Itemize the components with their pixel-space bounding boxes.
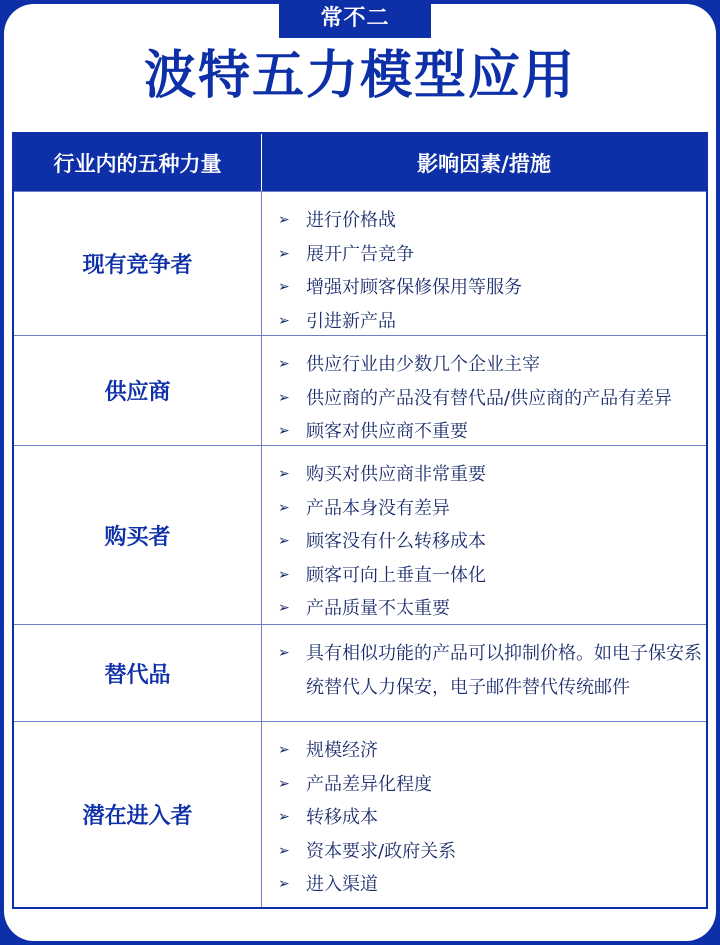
- list-item: ➢ 产品差异化程度: [276, 768, 706, 802]
- factor-list: [262, 722, 706, 907]
- arrow-right-icon: ➢: [278, 533, 290, 550]
- table-row: [14, 335, 706, 445]
- list-item: ➢ 引进新产品: [276, 305, 706, 339]
- arrow-right-icon: ➢: [278, 279, 290, 296]
- list-item: ➢ 具有相似功能的产品可以抑制价格。如电子保安系统替代人力保安，电子邮件替代传统邮件: [276, 637, 706, 704]
- arrow-right-icon: ➢: [278, 389, 290, 406]
- factor-list: [262, 192, 706, 335]
- arrow-right-icon: ➢: [278, 499, 290, 516]
- force-label: 替代品: [14, 625, 262, 721]
- list-item: ➢ 购买对供应商非常重要: [276, 458, 706, 492]
- table-row: [14, 191, 706, 335]
- arrow-right-icon: ➢: [278, 466, 290, 482]
- force-label: 供应商: [14, 336, 262, 445]
- force-label: 购买者: [14, 446, 262, 624]
- table-row: [14, 445, 706, 624]
- page-title: 波特五力模型应用: [143, 46, 576, 106]
- arrow-right-icon: ➢: [278, 645, 290, 661]
- arrow-right-icon: ➢: [278, 245, 290, 262]
- arrow-right-icon: ➢: [278, 312, 290, 329]
- list-item: ➢ 规模经济: [276, 734, 706, 768]
- factor-list: [262, 336, 706, 445]
- arrow-right-icon: ➢: [278, 212, 290, 228]
- factor-list: [262, 446, 706, 624]
- table-header-row: [14, 134, 706, 191]
- list-item: ➢ 进行价格战: [276, 204, 706, 238]
- list-item: ➢ 产品质量不太重要: [276, 592, 706, 626]
- column-header-factors: 影响因素/措施: [417, 151, 551, 176]
- force-label: 潜在进入者: [14, 722, 262, 907]
- list-item: ➢ 展开广告竞争: [276, 238, 706, 272]
- factor-list: [262, 625, 706, 721]
- table-row: [14, 721, 706, 907]
- arrow-right-icon: ➢: [278, 423, 290, 440]
- list-item: ➢ 转移成本: [276, 801, 706, 835]
- arrow-right-icon: ➢: [278, 742, 290, 758]
- list-item: ➢ 供应商的产品没有替代品/供应商的产品有差异: [276, 382, 706, 416]
- list-item: ➢ 顾客对供应商不重要: [276, 415, 706, 449]
- five-forces-table: [12, 132, 708, 909]
- list-item: ➢ 进入渠道: [276, 868, 706, 902]
- list-item: ➢ 产品本身没有差异: [276, 492, 706, 526]
- arrow-right-icon: ➢: [278, 775, 290, 792]
- arrow-right-icon: ➢: [278, 809, 290, 826]
- list-item: ➢ 供应行业由少数几个企业主宰: [276, 348, 706, 382]
- force-label: 现有竞争者: [14, 192, 262, 335]
- brand-tag: 常不二: [279, 0, 431, 38]
- list-item: ➢ 顾客没有什么转移成本: [276, 525, 706, 559]
- column-header-force: 行业内的五种力量: [14, 134, 262, 191]
- list-item: ➢ 顾客可向上垂直一体化: [276, 559, 706, 593]
- arrow-right-icon: ➢: [278, 842, 290, 859]
- list-item: ➢ 增强对顾客保修保用等服务: [276, 271, 706, 305]
- table-row: [14, 624, 706, 721]
- arrow-right-icon: ➢: [278, 356, 290, 372]
- arrow-right-icon: ➢: [278, 600, 290, 617]
- arrow-right-icon: ➢: [278, 566, 290, 583]
- list-item: ➢ 资本要求/政府关系: [276, 835, 706, 869]
- arrow-right-icon: ➢: [278, 876, 290, 893]
